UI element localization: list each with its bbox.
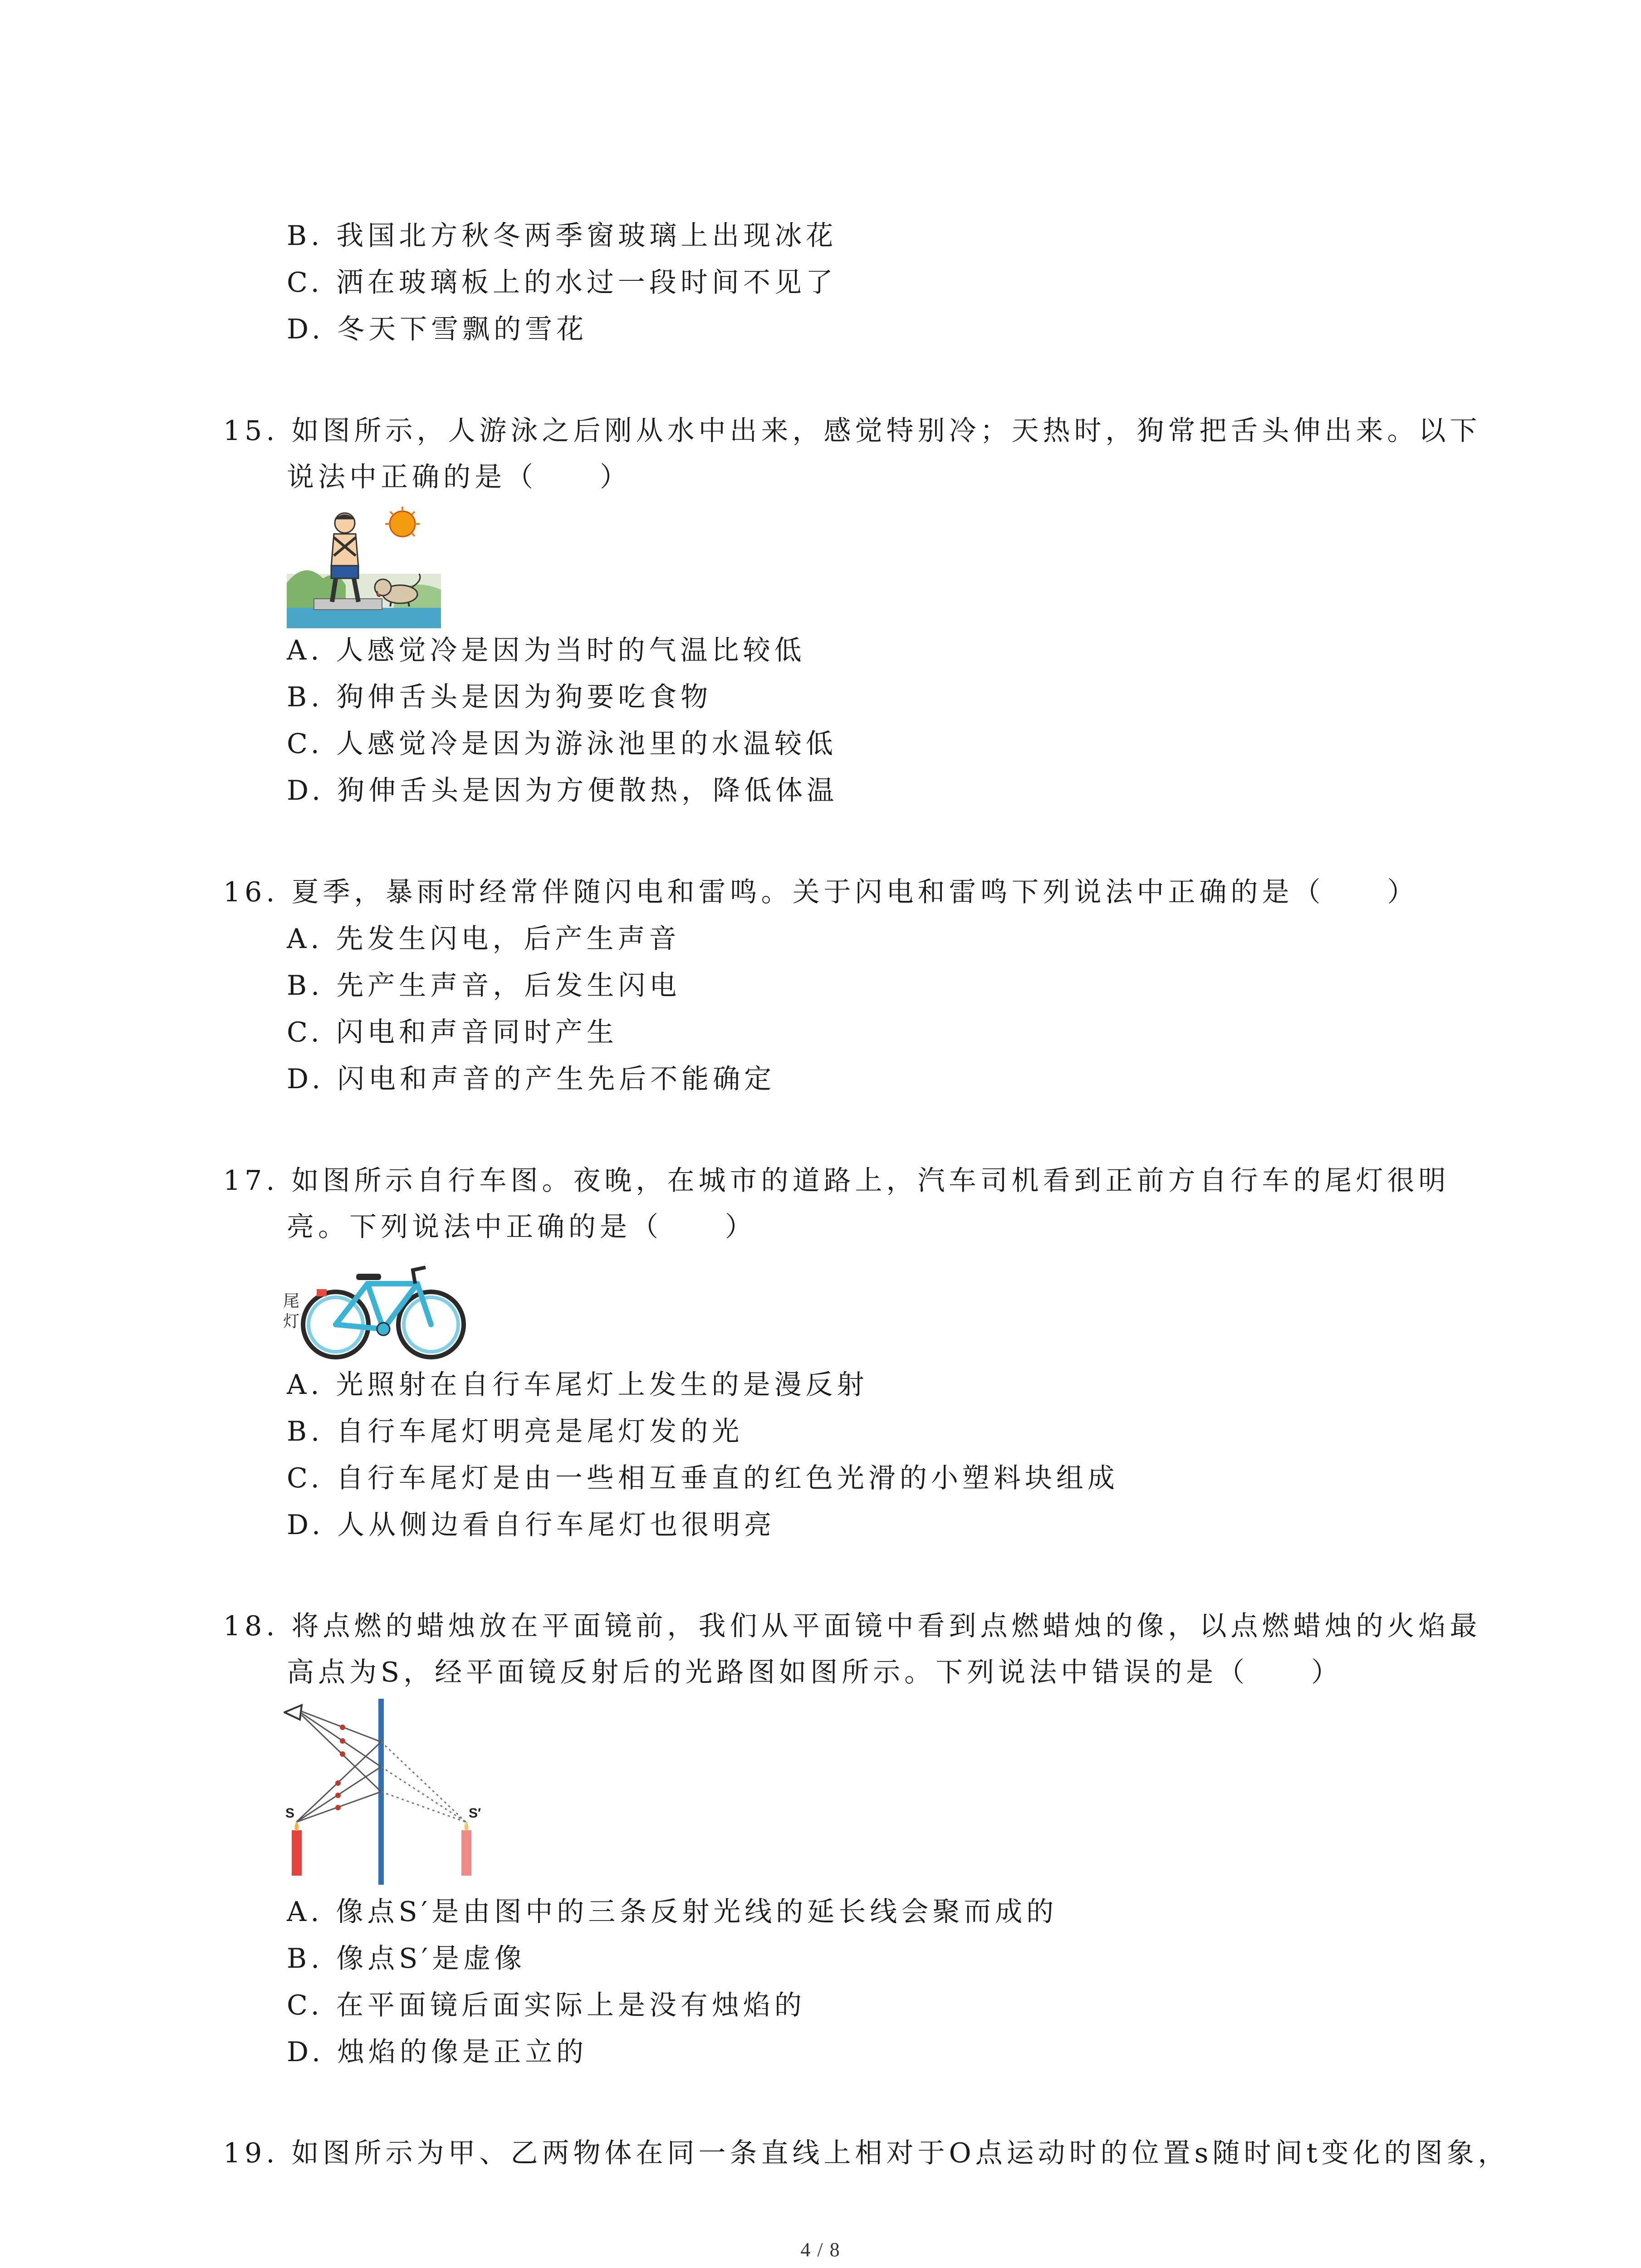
q16-option-a: A. 先发生闪电，后产生声音 <box>287 923 681 955</box>
q15-stem-line1: 15. 如图所示，人游泳之后刚从水中出来，感觉特别冷；天热时，狗常把舌头伸出来。以下 <box>223 415 1481 447</box>
q15-option-d: D. 狗伸舌头是因为方便散热，降低体温 <box>287 775 838 807</box>
q16-option-b: B. 先产生声音，后发生闪电 <box>287 970 681 1002</box>
q18-option-b: B. 像点S′是虚像 <box>287 1943 526 1975</box>
q16-option-c: C. 闪电和声音同时产生 <box>287 1017 618 1048</box>
candle-image-flame <box>465 1821 469 1831</box>
pool-water <box>287 608 441 628</box>
q18-option-d: D. 烛焰的像是正立的 <box>287 2036 588 2068</box>
q15-option-a: A. 人感觉冷是因为当时的气温比较低 <box>287 635 806 666</box>
q18-option-c: C. 在平面镜后面实际上是没有烛焰的 <box>287 1989 806 2021</box>
tail-light-label-char1: 尾 <box>283 1291 300 1310</box>
page-number: 4 / 8 <box>800 2239 841 2261</box>
q17-option-c: C. 自行车尾灯是由一些相互垂直的红色光滑的小塑料块组成 <box>287 1462 1119 1494</box>
q17-option-a: A. 光照射在自行车尾灯上发生的是漫反射 <box>287 1369 868 1401</box>
q17-option-b: B. 自行车尾灯明亮是尾灯发的光 <box>287 1416 744 1447</box>
q18-stem-line1: 18. 将点燃的蜡烛放在平面镜前，我们从平面镜中看到点燃蜡烛的像，以点燃蜡烛的火焰最 <box>223 1610 1481 1642</box>
bicycle-figure <box>281 1261 472 1363</box>
q15-option-c: C. 人感觉冷是因为游泳池里的水温较低 <box>287 728 837 760</box>
q14-option-b: B. 我国北方秋冬两季窗玻璃上出现冰花 <box>287 220 838 252</box>
virtual-ray-extensions <box>381 1742 466 1822</box>
point-s-label: S <box>285 1806 295 1821</box>
q16-option-d: D. 闪电和声音的产生先后不能确定 <box>287 1063 776 1095</box>
q18-option-a: A. 像点S′是由图中的三条反射光线的延长线会聚而成的 <box>287 1896 1058 1928</box>
bicycle-handlebar <box>413 1267 426 1284</box>
q17-stem-line2: 亮。下列说法中正确的是（ ） <box>287 1211 756 1243</box>
tail-light-label-char2: 灯 <box>283 1312 300 1330</box>
q15-option-b: B. 狗伸舌头是因为狗要吃食物 <box>287 681 712 713</box>
candle-image <box>461 1830 471 1876</box>
candle <box>292 1830 302 1876</box>
swimmer-and-dog-figure <box>287 506 441 628</box>
point-s-prime-label: S′ <box>469 1806 481 1821</box>
plane-mirror-ray-diagram <box>284 1699 483 1885</box>
q16-stem-line1: 16. 夏季，暴雨时经常伴随闪电和雷鸣。关于闪电和雷鸣下列说法中正确的是（ ） <box>223 876 1419 908</box>
tail-light <box>317 1289 327 1296</box>
bicycle-seat <box>356 1274 381 1280</box>
bicycle-pedal-crank <box>377 1323 390 1335</box>
q19-stem-line1: 19. 如图所示为甲、乙两物体在同一条直线上相对于O点运动时的位置s随时间t变化的图象， <box>223 2137 1509 2169</box>
q17-option-d: D. 人从侧边看自行车尾灯也很明亮 <box>287 1509 776 1541</box>
candle-flame <box>295 1821 299 1831</box>
sun-icon <box>390 511 415 537</box>
q14-option-c: C. 洒在玻璃板上的水过一段时间不见了 <box>287 267 837 298</box>
q18-stem-line2: 高点为S，经平面镜反射后的光路图如图所示。下列说法中错误的是（ ） <box>287 1657 1343 1688</box>
q15-stem-line2: 说法中正确的是（ ） <box>287 461 631 493</box>
q14-option-d: D. 冬天下雪飘的雪花 <box>287 313 588 345</box>
eye-icon <box>284 1705 302 1720</box>
q17-stem-line1: 17. 如图所示自行车图。夜晚，在城市的道路上，汽车司机看到正前方自行车的尾灯很明 <box>223 1165 1450 1197</box>
pool-edge <box>314 599 382 610</box>
